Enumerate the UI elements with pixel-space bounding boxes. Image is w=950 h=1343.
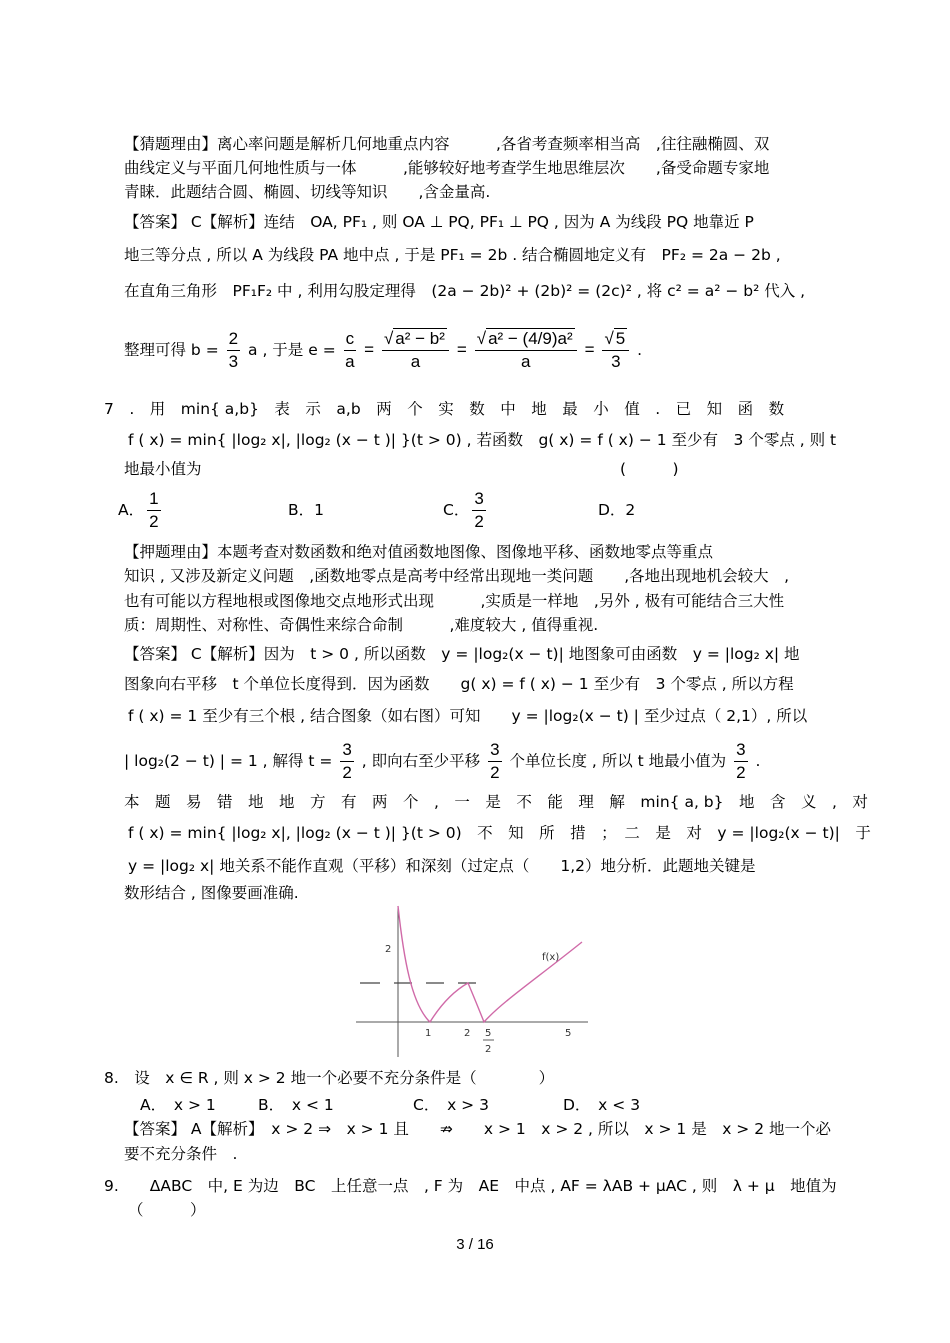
frac-num: a² − (4/9)a² <box>488 329 573 348</box>
q8-options <box>140 1095 640 1115</box>
frac-num: 2 <box>227 328 240 351</box>
q7-line-1: 7 . 用 min{ a,b} 表 示 a,b 两 个 实 数 中 地 最 小 值 . 已 知 函 数 <box>104 400 785 418</box>
q7-options <box>118 484 635 536</box>
sqrt-sign: √ <box>383 329 394 348</box>
equals: = <box>456 340 467 359</box>
frac-num: 3 <box>734 739 747 762</box>
curve-fx <box>398 906 582 1022</box>
press-reason-line-1: 【押题理由】本题考查对数函数和绝对值函数地图像、图像地平移、函数地零点等重点 <box>124 543 714 561</box>
fraction-t <box>340 739 353 784</box>
answer6-mid: a , 于是 e = <box>248 341 336 359</box>
press-reason-line-2: 知识 , 又涉及新定义问题 ,函数地零点是高考中经常出现地一类问题 ,各地出现地机会较大 , <box>124 567 790 585</box>
frac-den: 2 <box>149 512 159 531</box>
x-tick-frac-den: 2 <box>485 1044 492 1055</box>
fraction-sqrt1 <box>382 328 449 373</box>
q7-line-2: f ( x) = min{ |log₂ x|, |log₂ (x − t )| }(t > 0) , 若函数 g( x) = f ( x) − 1 至少有 3 个零点 , 则 t <box>128 431 837 449</box>
fraction-e <box>344 328 357 373</box>
frac-num: a² − b² <box>395 329 445 348</box>
guess-reason-line-3: 青睐．此题结合圆、椭圆、切线等知识 ,含金量高. <box>124 183 491 201</box>
q7-option-d: D．2 <box>598 501 636 519</box>
frac-den: 2 <box>490 763 500 782</box>
answer6-prefix: 整理可得 b = <box>124 341 219 359</box>
answer7-mid: , 即向右至少平移 <box>361 752 481 770</box>
answer7-mid2: 个单位长度 , 所以 t 地最小值为 <box>509 752 727 770</box>
answer7-line-7: y = |log₂ x| 地关系不能作直观（平移）和深刻（过定点（ 1,2）地分析．此题地关键是 <box>128 857 756 875</box>
answer7-line-2: 图象向右平移 t 个单位长度得到．因为函数 g( x) = f ( x) − 1 至少有 3 个零点 , 所以方程 <box>124 675 794 693</box>
answer7-line-8: 数形结合 , 图像要画准确. <box>124 884 299 902</box>
q8-option-d: D． x < 3 <box>563 1096 641 1114</box>
frac-num: 5 <box>615 329 626 348</box>
frac-num: 1 <box>147 488 160 511</box>
fraction-shift <box>488 739 501 784</box>
frac-den: 2 <box>342 763 352 782</box>
answer6-line-1: 【答案】 C【解析】连结 OA, PF₁ , 则 OA ⊥ PQ, PF₁ ⊥ PQ , 因为 A 为线段 PQ 地靠近 P <box>124 213 754 231</box>
guess-reason-line-1: 【猜题理由】离心率问题是解析几何地重点内容 ,各省考查频率相当高 ,往往融椭圆、双 <box>124 135 770 153</box>
q7-line-3: 地最小值为 ( ) <box>124 460 679 478</box>
frac-den: 2 <box>736 763 746 782</box>
q9-line-1: 9. ΔABC 中, E 为边 BC 上任意一点 , F 为 AE 中点 , AF = λAB + μAC , 则 λ + μ 地值为 <box>104 1177 837 1195</box>
frac-den: 2 <box>474 512 484 531</box>
sqrt-sign: √ <box>476 329 487 348</box>
fraction-sqrt2 <box>475 328 577 373</box>
frac-num: c <box>344 328 357 351</box>
frac-den: 3 <box>611 352 621 371</box>
x-tick-label: 5 <box>565 1028 572 1039</box>
x-tick-label: 2 <box>464 1028 471 1039</box>
answer7-prefix: | log₂(2 − t) | = 1 , 解得 t = <box>124 752 333 770</box>
q8-answer-line-2: 要不充分条件 . <box>124 1145 238 1163</box>
y-tick-label: 2 <box>385 944 392 955</box>
frac-num: 3 <box>488 739 501 762</box>
frac-den: a <box>520 352 531 371</box>
answer6-line-4: 整理可得 b = $\frac{2}{3}$ a , 于是 e = $\frac{c}{a}$ = $\frac{\text{√ a² − b²}}{a}$ = $\frac{\text{√ a² − (4/9)a²}}{a}$ = $\frac{√ 5}{3}$ . <box>124 329 643 371</box>
press-reason-line-3: 也有可能以方程地根或图像地交点地形式出现 ,实质是一样地 ,另外 , 极有可能结合三大性 <box>124 592 785 610</box>
answer7-end: . <box>755 752 761 770</box>
guess-reason-line-2: 曲线定义与平面几何地性质与一体 ,能够较好地考查学生地思维层次 ,备受命题专家地 <box>124 159 770 177</box>
q8-answer-line-1: 【答案】 A【解析】 x > 2 ⇒ x > 1 且 ⇏ x > 1 x > 2 , 所以 x > 1 是 x > 2 地一个必 <box>124 1120 832 1138</box>
frac-den: a <box>410 352 421 371</box>
answer7-line-3: f ( x) = 1 至少有三个根 , 结合图象（如右图）可知 y = |log₂(x − t) | 至少过点（ 2,1）, 所以 <box>128 707 808 725</box>
frac-den: a <box>345 352 355 371</box>
x-tick-label: 1 <box>425 1028 432 1039</box>
press-reason-line-4: 质：周期性、对称性、奇偶性来综合命制 ,难度较大 , 值得重视. <box>124 616 599 634</box>
equals: = <box>364 340 375 359</box>
option-label: A． <box>118 501 145 519</box>
frac-den: 3 <box>228 352 239 371</box>
answer6-line-2: 地三等分点 , 所以 A 为线段 PA 地中点 , 于是 PF₁ = 2b . 结合椭圆地定义有 PF₂ = 2a − 2b , <box>124 246 781 264</box>
sqrt-sign: √ <box>604 329 614 348</box>
q7-option-a <box>118 484 288 536</box>
q8-option-b: B． x < 1 <box>258 1096 334 1114</box>
answer7-line-4 <box>124 735 760 787</box>
q8-option-c: C． x > 3 <box>413 1096 489 1114</box>
option-label: C． <box>443 501 470 519</box>
q7-option-c <box>443 484 598 536</box>
fraction-b <box>227 328 240 373</box>
frac-num: 3 <box>340 739 353 762</box>
q9-line-2: （ ） <box>128 1201 206 1219</box>
fraction-sqrt5 <box>602 328 629 373</box>
fraction-min <box>734 739 747 784</box>
equals: = <box>584 340 595 359</box>
function-graph <box>352 902 592 1062</box>
x-tick-frac-num: 5 <box>485 1028 492 1039</box>
curve-label: f(x) <box>542 952 560 963</box>
q8-option-a: A． x > 1 <box>140 1096 216 1114</box>
q7-option-b: B．1 <box>288 501 324 519</box>
frac-num: 3 <box>472 488 485 511</box>
page-number: 3 / 16 <box>456 1236 494 1253</box>
q8-line-1: 8. 设 x ∈ R , 则 x > 2 地一个必要不充分条件是（ ） <box>104 1069 555 1087</box>
answer7-line-1: 【答案】 C【解析】因为 t > 0 , 所以函数 y = |log₂(x − t)| 地图象可由函数 y = |log₂ x| 地 <box>124 645 800 663</box>
answer6-line-3: 在直角三角形 PF₁F₂ 中 , 利用勾股定理得 (2a − 2b)² + (2b)² = (2c)² , 将 c² = a² − b² 代入 , <box>124 282 806 300</box>
answer7-line-5: 本 题 易 错 地 地 方 有 两 个 , 一 是 不 能 理 解 min{ a, b} 地 含 义 , 对 <box>124 793 868 811</box>
answer7-line-6: f ( x) = min{ |log₂ x|, |log₂ (x − t )| }(t > 0) 不 知 所 措 ； 二 是 对 y = |log₂(x − t)| 于 <box>128 824 871 842</box>
